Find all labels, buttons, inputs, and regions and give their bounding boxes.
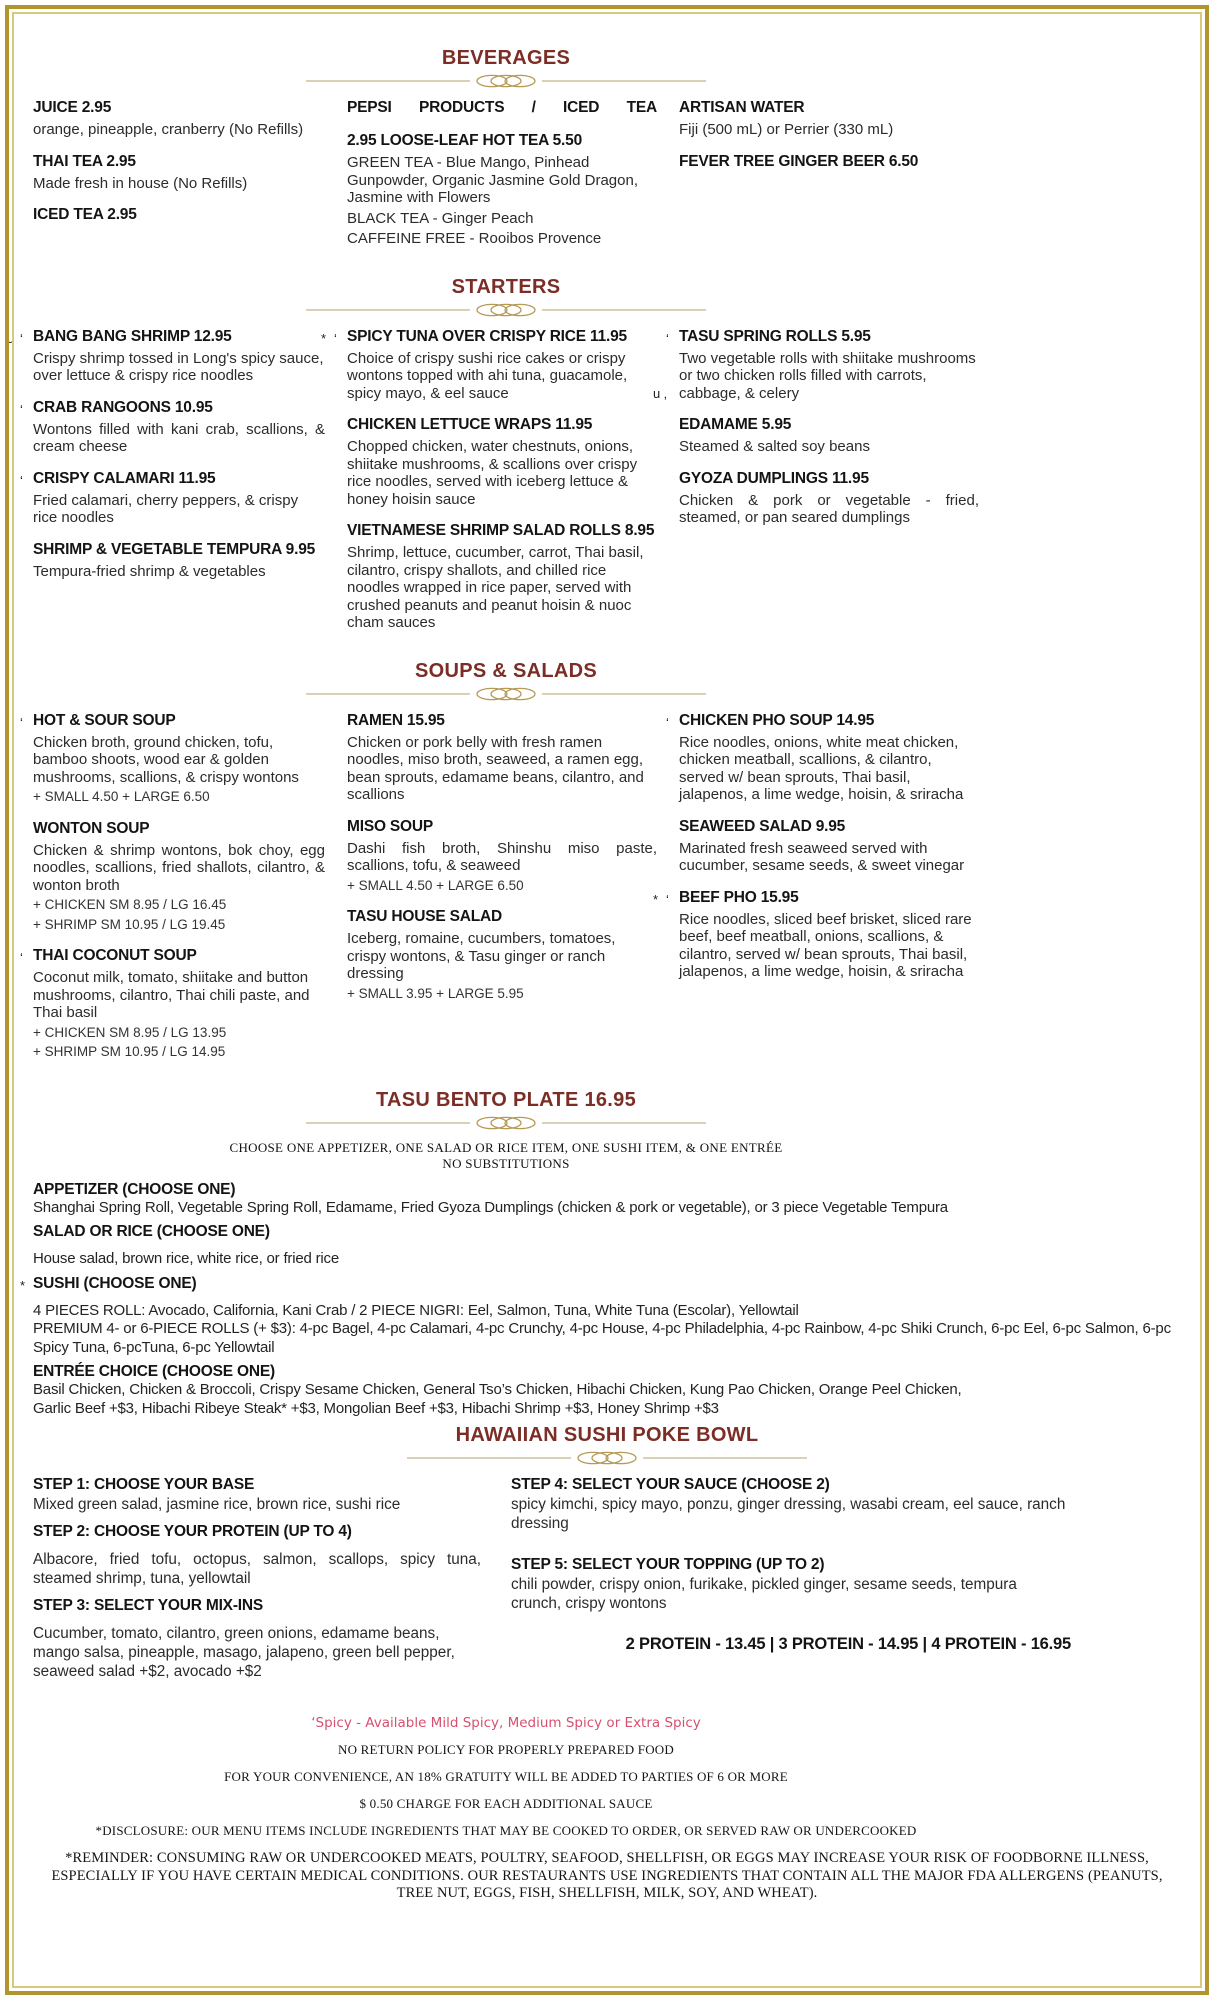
- poke-step-options: chili powder, crispy onion, furikake, pickled ginger, sesame seeds, tempura crunch, crispy wontons: [511, 1576, 1017, 1612]
- menu-item-name: [347, 415, 657, 435]
- stray-glyph: u: [7, 330, 15, 346]
- menu-item: [33, 152, 325, 193]
- section-divider-ornament: [33, 1115, 979, 1131]
- bento-group: [33, 1362, 1181, 1418]
- bento-group-options: [33, 1381, 1181, 1418]
- menu-item-name: [347, 907, 657, 927]
- menu-item-name: [33, 205, 325, 225]
- menu-item-name-text: EDAMAME 5.95: [679, 416, 792, 433]
- menu-item-description: Steamed & salted soy beans: [679, 438, 870, 455]
- menu-item-name-text: THAI TEA 2.95: [33, 152, 136, 170]
- menu-item-name-text: THAI COCONUT SOUP: [33, 947, 197, 964]
- poke-columns: [33, 1475, 1181, 1689]
- menu-item: [347, 415, 657, 508]
- menu-item-name: [321, 327, 657, 347]
- raw-item-marker: *: [321, 330, 327, 346]
- menu-item-size-options: + CHICKEN SM 8.95 / LG 13.95 + SHRIMP SM 10.95 / LG 14.95: [33, 1024, 227, 1059]
- section-columns: [20, 711, 979, 1074]
- menu-column: [321, 327, 657, 645]
- bento-group-options: [33, 1199, 1181, 1218]
- menu-item-name: [679, 415, 979, 435]
- menu-item-name-text: SHRIMP & VEGETABLE TEMPURA 9.95: [33, 540, 316, 558]
- poke-step-heading: STEP 5: SELECT YOUR TOPPING (UP TO 2): [511, 1556, 825, 1573]
- menu-item-name: [20, 469, 325, 489]
- menu-item-name-text: JUICE 2.95: [33, 99, 112, 116]
- poke-step-heading: STEP 1: CHOOSE YOUR BASE: [33, 1476, 255, 1493]
- spicy-marker: ‘: [20, 472, 23, 488]
- poke-title: HAWAIIAN SUSHI POKE BOWL: [455, 1424, 759, 1446]
- policy-note: NO RETURN POLICY FOR PROPERLY PREPARED FOOD: [338, 1742, 674, 1757]
- bento-group-heading: SALAD OR RICE (CHOOSE ONE): [33, 1223, 270, 1240]
- menu-item-name: [33, 152, 325, 172]
- poke-step: [33, 1596, 481, 1681]
- menu-item-name-text: BEEF PHO 15.95: [679, 888, 799, 906]
- menu-column: [7, 327, 325, 645]
- poke-step: [33, 1475, 481, 1514]
- raw-item-marker: *: [653, 891, 659, 907]
- poke-step-heading: STEP 4: SELECT YOUR SAUCE (CHOOSE 2): [511, 1476, 830, 1493]
- menu-item-name-text: FEVER TREE GINGER BEER 6.50: [679, 152, 919, 170]
- divider-knot-icon: [306, 686, 706, 702]
- menu-item-name: [20, 946, 325, 966]
- menu-item-name-text: CHICKEN LETTUCE WRAPS 11.95: [347, 416, 593, 433]
- bento-option-line: 4 PIECES ROLL: Avocado, California, Kani Crab / 2 PIECE NIGRI: Eel, Salmon, Tuna, White Tuna (Escolar), Yellowtail: [33, 1301, 799, 1319]
- menu-item-description: Two vegetable rolls with shiitake mushrooms or two chicken rolls filled with carrots, cabbage, & celery u ‚: [653, 349, 976, 402]
- menu-column: [33, 98, 325, 261]
- menu-column: [347, 98, 657, 261]
- menu-item: [347, 907, 657, 1002]
- menu-item-description: Marinated fresh seaweed served with cucumber, sesame seeds, & sweet vinegar: [679, 839, 965, 874]
- bento-group-heading: SUSHI (CHOOSE ONE) *: [20, 1274, 197, 1293]
- menu-item: [653, 888, 979, 981]
- spicy-marker: ‘: [20, 330, 23, 346]
- menu-item-description: Chicken broth, ground chicken, tofu, bamboo shoots, wood ear & golden mushrooms, scallions, & crispy wontons: [33, 733, 299, 786]
- poke-step-heading: STEP 2: CHOOSE YOUR PROTEIN (UP TO 4): [33, 1523, 352, 1540]
- menu-item: [679, 98, 979, 139]
- bento-option-line: Garlic Beef +$3, Hibachi Ribeye Steak* +$3, Mongolian Beef +$3, Hibachi Shrimp +$3, Honey Shrimp +$3: [33, 1399, 719, 1417]
- policy-note: $ 0.50 CHARGE FOR EACH ADDITIONAL SAUCE: [359, 1796, 653, 1811]
- menu-item-name: [347, 131, 657, 151]
- poke-step: [511, 1555, 1071, 1613]
- menu-column: [653, 711, 979, 1074]
- menu-item-description: Chicken & shrimp wontons, bok choy, egg noodles, scallions, fried shallots, cilantro, & wonton broth: [33, 841, 325, 894]
- menu-item-name-text: TASU HOUSE SALAD: [347, 908, 502, 925]
- menu-item-name-text: SPICY TUNA OVER CRISPY RICE 11.95: [347, 327, 627, 345]
- section-title: STARTERS: [451, 275, 561, 298]
- menu-item-name-text: BANG BANG SHRIMP 12.95: [33, 327, 232, 345]
- bento-group-heading: ENTRÉE CHOICE (CHOOSE ONE): [33, 1363, 275, 1380]
- menu-section: [7, 275, 979, 645]
- menu-item: [347, 131, 657, 248]
- bento-group: [20, 1274, 1181, 1358]
- menu-item-name: [33, 819, 325, 839]
- menu-item-description: Fried calamari, cherry peppers, & crispy rice noodles: [33, 491, 299, 526]
- section-columns: [33, 98, 979, 261]
- menu-item-description: Crispy shrimp tossed in Long's spicy sauce, over lettuce & crispy rice noodles: [33, 349, 324, 384]
- menu-item-name: [679, 98, 979, 118]
- menu-sections: [7, 46, 1181, 1074]
- menu-item-description: Rice noodles, onions, white meat chicken, chicken meatball, scallions, & cilantro, served w/ bean sprouts, Thai basil, jalapenos, a lime wedge, hoisin, & sriracha: [679, 733, 964, 803]
- section-title: SOUPS & SALADS: [414, 659, 597, 682]
- poke-step-heading: STEP 3: SELECT YOUR MIX-INS: [33, 1597, 264, 1614]
- menu-item-name-text: ARTISAN WATER: [679, 99, 805, 116]
- menu-item-name-text: VIETNAMESE SHRIMP SALAD ROLLS 8.95: [347, 522, 655, 539]
- menu-item-name-text: CHICKEN PHO SOUP 14.95: [679, 711, 875, 729]
- policy-note: FOR YOUR CONVENIENCE, AN 18% GRATUITY WILL BE ADDED TO PARTIES OF 6 OR MORE: [224, 1769, 788, 1784]
- bento-group-options: [33, 1302, 1181, 1358]
- poke-step: [511, 1475, 1071, 1533]
- bento-group: [33, 1180, 1181, 1218]
- menu-item-name: [20, 398, 325, 418]
- menu-item-size-options: + SMALL 4.50 + LARGE 6.50: [33, 789, 210, 804]
- menu-item-description: Fiji (500 mL) or Perrier (330 mL): [679, 121, 894, 138]
- reminder-note: *REMINDER: CONSUMING RAW OR UNDERCOOKED MEATS, POULTRY, SEAFOOD, SHELLFISH, OR EGGS MAY INCREASE YOUR RISK OF FOODBORNE ILLNESS, ESPECIALLY IF YOU HAVE CERTAIN MEDICAL CONDITIONS. OUR RESTAURANTS USE INGREDIENTS THAT CONTAIN ALL THE MAJOR FDA ALLERGENS (PEANUTS, TREE NUT, EGGS, FISH, SHELLFISH, MILK, SOY, AND WHEAT).: [51, 1850, 1163, 1901]
- menu-item: [679, 817, 979, 875]
- menu-item-description: orange, pineapple, cranberry (No Refills): [33, 121, 304, 138]
- menu-item-description: GREEN TEA - Blue Mango, Pinhead Gunpowder, Organic Jasmine Gold Dragon, Jasmine with Flowers BLACK TEA - Ginger Peach CAFFEINE FREE - Rooibos Provence: [347, 154, 638, 247]
- stray-glyph: u ‚: [653, 386, 667, 401]
- poke-bowl-section: [33, 1423, 1181, 1689]
- menu-item-name-text: 2.95 LOOSE-LEAF HOT TEA 5.50: [347, 132, 582, 149]
- menu-item-name: [666, 327, 979, 347]
- poke-step-options: Albacore, fried tofu, octopus, salmon, scallops, spicy tuna, steamed shrimp, tuna, yellowtail: [33, 1551, 481, 1587]
- section-divider-ornament: [33, 1450, 1181, 1466]
- bento-option-line: PREMIUM 4- or 6-PIECE ROLLS (+ $3): 4-pc Bagel, 4-pc Calamari, 4-pc Crunchy, 4-pc House, 4-pc Philadelphia, 4-pc Rainbow, 4-pc Shiki Crunch, 6-pc Eel, 6-pc Salmon, 6-pc Spicy Tuna, 6-pcTuna, 6-pc Yellowtail: [33, 1320, 1171, 1356]
- menu-item: [20, 398, 325, 456]
- section-divider-ornament: [33, 686, 979, 702]
- bento-section: [20, 1088, 1181, 1419]
- menu-item: [679, 152, 979, 172]
- menu-item-description: Chicken & pork or vegetable - fried, steamed, or pan seared dumplings: [679, 491, 979, 526]
- menu-column: [653, 327, 979, 645]
- menu-item: [33, 540, 325, 581]
- poke-left-column: [33, 1475, 481, 1689]
- menu-item: [347, 711, 657, 804]
- menu-item-name: [33, 540, 325, 560]
- menu-item-size-options: + SMALL 4.50 + LARGE 6.50: [347, 877, 524, 893]
- menu-item-name-text: PEPSI PRODUCTS / ICED TEA: [347, 99, 657, 116]
- menu-item-description: Chopped chicken, water chestnuts, onions, shiitake mushrooms, & scallions over crispy rice noodles, served with iceberg lettuce & honey hoisin sauce: [347, 438, 638, 508]
- divider-knot-icon: [306, 73, 706, 89]
- spicy-marker: ‘: [666, 891, 669, 907]
- footer-notes-wrap: [33, 1715, 979, 1839]
- menu-item-name: [679, 152, 979, 172]
- menu-item-name-text: GYOZA DUMPLINGS 11.95: [679, 469, 869, 487]
- menu-item: [679, 469, 979, 527]
- policy-note: *DISCLOSURE: OUR MENU ITEMS INCLUDE INGREDIENTS THAT MAY BE COOKED TO ORDER, OR SERVED RAW OR UNDERCOOKED: [95, 1823, 917, 1838]
- divider-knot-icon: [306, 1115, 706, 1131]
- footer-notes: [33, 1715, 1181, 1903]
- menu-item: [33, 205, 325, 225]
- bento-title: TASU BENTO PLATE 16.95: [376, 1088, 636, 1111]
- menu-item-name-text: HOT & SOUR SOUP: [33, 711, 176, 729]
- menu-item-description: Rice noodles, sliced beef brisket, sliced rare beef, beef meatball, onions, scallions, & cilantro, served w/ bean sprouts, Thai basil, jalapenos, a lime wedge, hoisin, & sriracha: [679, 910, 972, 980]
- menu-item-name: [347, 817, 657, 837]
- menu-item-description: Shrimp, lettuce, cucumber, carrot, Thai basil, cilantro, crispy shallots, and chilled rice noodles wrapped in rice paper, served with crushed peanuts and peanut hoisin & nuoc cham sauces: [347, 544, 644, 631]
- menu-item: [666, 711, 979, 804]
- spicy-marker: ‘: [20, 950, 23, 965]
- menu-item-name: [33, 98, 325, 118]
- bento-option-line: Shanghai Spring Roll, Vegetable Spring Roll, Edamame, Fried Gyoza Dumplings (chicken & pork or vegetable), or 3 piece Vegetable Tempura: [33, 1198, 948, 1216]
- menu-item-name: [347, 711, 657, 731]
- menu-item-description: Chicken or pork belly with fresh ramen noodles, miso broth, seaweed, a ramen egg, bean sprouts, edamame beans, cilantro, and scallions: [347, 733, 644, 803]
- menu-item: [321, 327, 657, 403]
- menu-item-size-options: + SMALL 3.95 + LARGE 5.95: [347, 985, 524, 1001]
- menu-item-name-text: SEAWEED SALAD 9.95: [679, 817, 846, 835]
- menu-item-description: Iceberg, romaine, cucumbers, tomatoes, crispy wontons, & Tasu ginger or ranch dressing: [347, 930, 616, 982]
- restaurant-menu-page: [7, 46, 1181, 1903]
- spicy-marker: ‘: [20, 401, 23, 417]
- bento-groups: [20, 1180, 1181, 1419]
- menu-item-description: Wontons filled with kani crab, scallions, & cream cheese: [33, 420, 325, 455]
- spicy-marker: ‘: [20, 714, 23, 730]
- menu-item-description: Made fresh in house (No Refills): [33, 174, 248, 192]
- menu-item-name: [7, 327, 325, 347]
- menu-item-name-text: ICED TEA 2.95: [33, 206, 137, 223]
- menu-item: [33, 98, 325, 139]
- menu-column: [679, 98, 979, 261]
- bento-group: [33, 1222, 1181, 1269]
- menu-item-name: [679, 469, 979, 489]
- poke-price-line: 2 PROTEIN - 13.45 | 3 PROTEIN - 14.95 | 4 PROTEIN - 16.95: [625, 1635, 1071, 1653]
- menu-item: [347, 98, 657, 118]
- spicy-note: ‘Spicy - Available Mild Spicy, Medium Spicy or Extra Spicy: [311, 1715, 701, 1731]
- menu-item-name-text: CRISPY CALAMARI 11.95: [33, 469, 216, 487]
- bento-header: [33, 1088, 979, 1172]
- bento-caption-line1: CHOOSE ONE APPETIZER, ONE SALAD OR RICE ITEM, ONE SUSHI ITEM, & ONE ENTRÉE: [229, 1139, 783, 1155]
- menu-item: [653, 327, 979, 403]
- section-divider-ornament: [33, 73, 979, 89]
- menu-section: [33, 46, 979, 261]
- bento-caption-line2: NO SUBSTITUTIONS: [442, 1155, 570, 1171]
- menu-item-name-text: MISO SOUP: [347, 817, 434, 835]
- menu-column: [347, 711, 657, 1074]
- menu-item-name-text: CRAB RANGOONS 10.95: [33, 398, 213, 416]
- poke-step-options: Mixed green salad, jasmine rice, brown rice, sushi rice: [33, 1496, 401, 1513]
- policy-notes: [33, 1742, 979, 1839]
- section-columns: [7, 327, 979, 645]
- bento-caption: [33, 1140, 979, 1172]
- bento-option-line: House salad, brown rice, white rice, or fried rice: [33, 1250, 339, 1267]
- menu-item-name: [666, 711, 979, 731]
- spicy-marker: ‘: [334, 330, 337, 346]
- section-title: BEVERAGES: [441, 47, 571, 69]
- menu-item-name-text: RAMEN 15.95: [347, 711, 445, 729]
- spicy-marker: ‘: [666, 714, 669, 730]
- menu-item-name: [653, 888, 979, 908]
- menu-item-description: Tempura-fried shrimp & vegetables: [33, 562, 266, 580]
- menu-item-description: Dashi fish broth, Shinshu miso paste, scallions, tofu, & seaweed: [347, 839, 657, 874]
- menu-item: [20, 469, 325, 527]
- section-divider-ornament: [33, 302, 979, 318]
- raw-item-marker: *: [20, 1277, 26, 1293]
- menu-item: [20, 711, 325, 806]
- menu-item-description: Choice of crispy sushi rice cakes or crispy wontons topped with ahi tuna, guacamole, spicy mayo, & eel sauce: [347, 349, 628, 402]
- menu-item-name: [679, 817, 979, 837]
- poke-step-options: spicy kimchi, spicy mayo, ponzu, ginger dressing, wasabi cream, eel sauce, ranch dressing: [511, 1496, 1066, 1532]
- menu-item-name-text: TASU SPRING ROLLS 5.95: [679, 327, 871, 345]
- spicy-marker: ‘: [666, 330, 669, 346]
- poke-right-column: [511, 1475, 1071, 1689]
- divider-knot-icon: [306, 302, 706, 318]
- menu-item-name: [347, 98, 657, 118]
- bento-option-line: Basil Chicken, Chicken & Broccoli, Crispy Sesame Chicken, General Tso’s Chicken, Hibachi Chicken, Kung Pao Chicken, Orange Peel Chicken,: [33, 1381, 962, 1398]
- menu-item-name: [347, 521, 657, 541]
- menu-column: [20, 711, 325, 1074]
- menu-item-size-options: + CHICKEN SM 8.95 / LG 16.45 + SHRIMP SM 10.95 / LG 19.45: [33, 897, 227, 932]
- menu-item: [679, 415, 979, 456]
- menu-item-name: [20, 711, 325, 731]
- menu-item-name-text: WONTON SOUP: [33, 819, 150, 837]
- menu-item: [20, 946, 325, 1061]
- menu-item-description: Coconut milk, tomato, shiitake and button mushrooms, cilantro, Thai chili paste, and Thai basil: [33, 969, 310, 1021]
- divider-knot-icon: [407, 1450, 807, 1466]
- menu-item: [347, 521, 657, 632]
- poke-step-options: Cucumber, tomato, cilantro, green onions, edamame beans, mango salsa, pineapple, masago, jalapeno, green bell pepper, seaweed salad +$2, avocado +$2: [33, 1625, 455, 1680]
- bento-group-heading: APPETIZER (CHOOSE ONE): [33, 1180, 236, 1198]
- poke-step: [33, 1522, 481, 1588]
- menu-item: [33, 819, 325, 934]
- bento-group-options: [33, 1250, 1181, 1269]
- menu-item: [347, 817, 657, 895]
- menu-item: [7, 327, 325, 385]
- menu-section: [20, 659, 979, 1074]
